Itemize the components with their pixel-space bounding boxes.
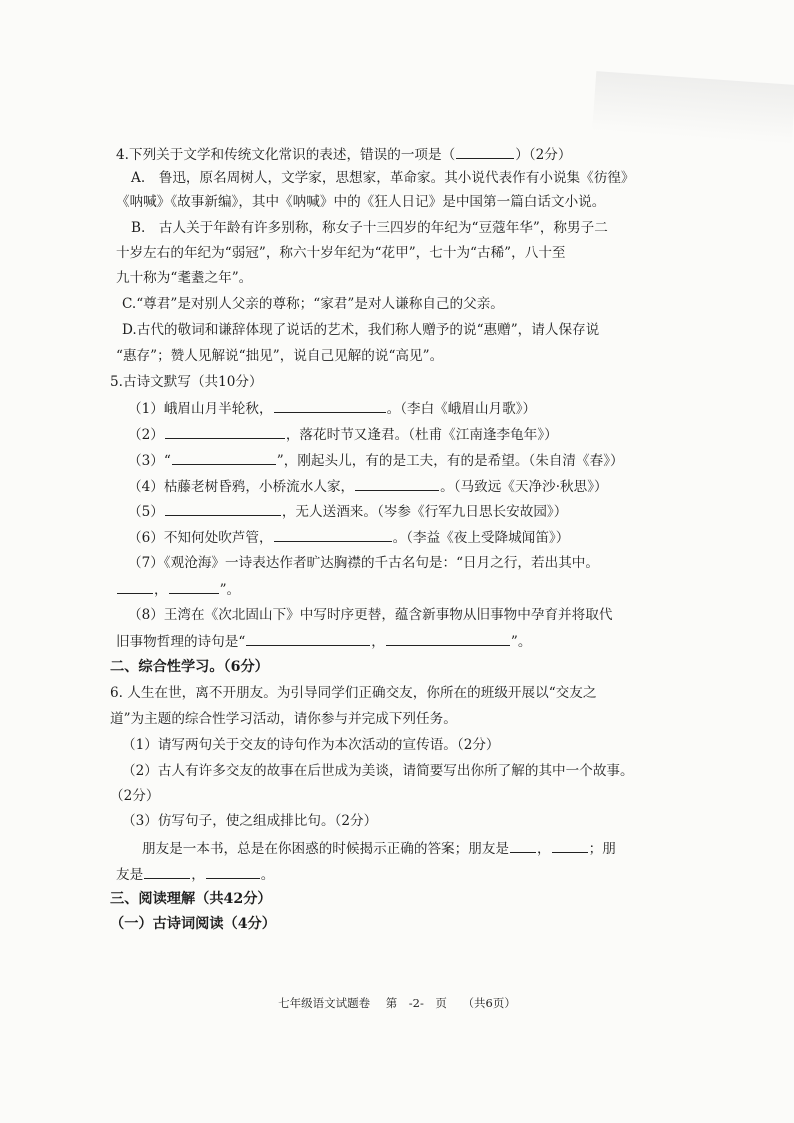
q4-option-c: C.“尊君”是对别人父亲的尊称；“家君”是对人谦称自己的父亲。 — [122, 296, 504, 312]
q5-item-4: （4）枯藤老树昏鸦，小桥流水人家， 。（马致远《天净沙·秋思》） — [128, 476, 608, 497]
q5-blank-6[interactable] — [274, 527, 392, 542]
q6-task-2: （2）古人有许多交友的故事在后世成为美谈，请简要写出你所了解的其中一个故事。 — [122, 763, 634, 779]
footer-exam-name: 七年级语文试题卷 — [278, 996, 371, 1010]
q4-answer-blank[interactable] — [456, 144, 514, 159]
q5-blank-3[interactable] — [172, 450, 276, 465]
q4-option-b: B. 古人关于年龄有许多别称，称女子十三四岁的年纪为“豆蔻年华”，称男子二 — [131, 220, 608, 236]
q6-blank-4[interactable] — [206, 864, 260, 879]
q4-option-a-cont: 《呐喊》《故事新编》，其中《呐喊》中的《狂人日记》是中国第一篇白话文小说。 — [116, 194, 606, 210]
q4-option-b-cont: 十岁左右的年纪为“弱冠”，称六十岁年纪为“花甲”，七十为“古稀”，八十至 — [116, 245, 566, 261]
footer-total-pages: （共6页） — [462, 996, 516, 1010]
q5-item-7-cont: ， ”。 — [116, 579, 240, 600]
q5-blank-7b[interactable] — [169, 579, 219, 594]
q5-title: 5.古诗文默写（共10分） — [110, 374, 263, 390]
q6-task-1: （1）请写两句关于交友的诗句作为本次活动的宣传语。（2分） — [122, 737, 500, 753]
q5-blank-8b[interactable] — [386, 631, 510, 646]
q5-blank-8a[interactable] — [246, 631, 370, 646]
q4-option-d: D.古代的敬词和谦辞体现了说话的艺术，我们称人赠予的说“惠赠”，请人保存说 — [122, 322, 600, 338]
q6-intro-cont: 道”为主题的综合性学习活动，请你参与并完成下列任务。 — [110, 711, 457, 727]
q6-blank-2[interactable] — [552, 838, 588, 853]
q5-item-7: （7）《观沧海》一诗表达作者旷达胸襟的千古名句是：“日月之行，若出其中。 — [128, 555, 599, 571]
q6-blank-1[interactable] — [510, 838, 536, 853]
page-footer — [0, 995, 794, 1011]
q6-parallel-sentence: 朋友是一本书，总是在你困惑的时候揭示正确的答案；朋友是 ， ；朋 — [142, 838, 616, 859]
q4-option-b-cont2: 九十称为“耄耋之年”。 — [116, 270, 253, 286]
q5-item-1: （1）峨眉山月半轮秋， 。（李白《峨眉山月歌》） — [128, 398, 536, 419]
q5-item-5: （5） ，无人送酒来。（岑参《行军九日思长安故园》） — [128, 501, 567, 522]
q6-task-3: （3）仿写句子，使之组成排比句。（2分） — [122, 813, 378, 829]
q4-option-a: A. 鲁迅，原名周树人，文学家，思想家，革命家。其小说代表作有小说集《彷徨》 — [131, 170, 635, 186]
q5-blank-5[interactable] — [165, 501, 281, 516]
q6-intro: 6. 人生在世，离不开朋友。为引导同学们正确交友，你所在的班级开展以“交友之 — [110, 685, 597, 701]
scan-shadow — [592, 71, 794, 145]
q4-stem: 4.下列关于文学和传统文化常识的表述，错误的一项是（ ）（2分） — [116, 144, 571, 165]
q5-item-3: （3）“ ”，刚起头儿，有的是工夫，有的是希望。（朱自清《春》） — [128, 450, 624, 471]
q5-blank-2[interactable] — [165, 424, 285, 439]
q4-option-d-cont: “惠存”；赞人见解说“拙见”，说自己见解的说“高见”。 — [116, 348, 444, 364]
q6-blank-3[interactable] — [144, 864, 190, 879]
q5-item-2: （2） ，落花时节又逢君。（杜甫《江南逢李龟年》） — [128, 424, 558, 445]
section-2-title: 二、综合性学习。（6分） — [110, 659, 269, 675]
q5-item-8: （8）王湾在《次北固山下》中写时序更替，蕴含新事物从旧事物中孕育并将取代 — [128, 607, 613, 623]
q5-blank-7a[interactable] — [117, 579, 153, 594]
section-3-title: 三、阅读理解（共42分） — [110, 891, 272, 907]
q6-parallel-sentence-cont: 友是 ， 。 — [116, 864, 274, 885]
q5-item-6: （6）不知何处吹芦管， 。（李益《夜上受降城闻笛》） — [128, 527, 569, 548]
section-3-sub-1: （一）古诗词阅读（4分） — [110, 916, 276, 932]
q5-blank-4[interactable] — [355, 476, 439, 491]
footer-page-number: 第 -2- 页 — [385, 996, 447, 1010]
q5-blank-1[interactable] — [274, 398, 386, 413]
q5-item-8-cont: 旧事物哲理的诗句是“ ， ”。 — [116, 631, 531, 652]
q6-task-2-cont: （2分） — [110, 788, 160, 804]
